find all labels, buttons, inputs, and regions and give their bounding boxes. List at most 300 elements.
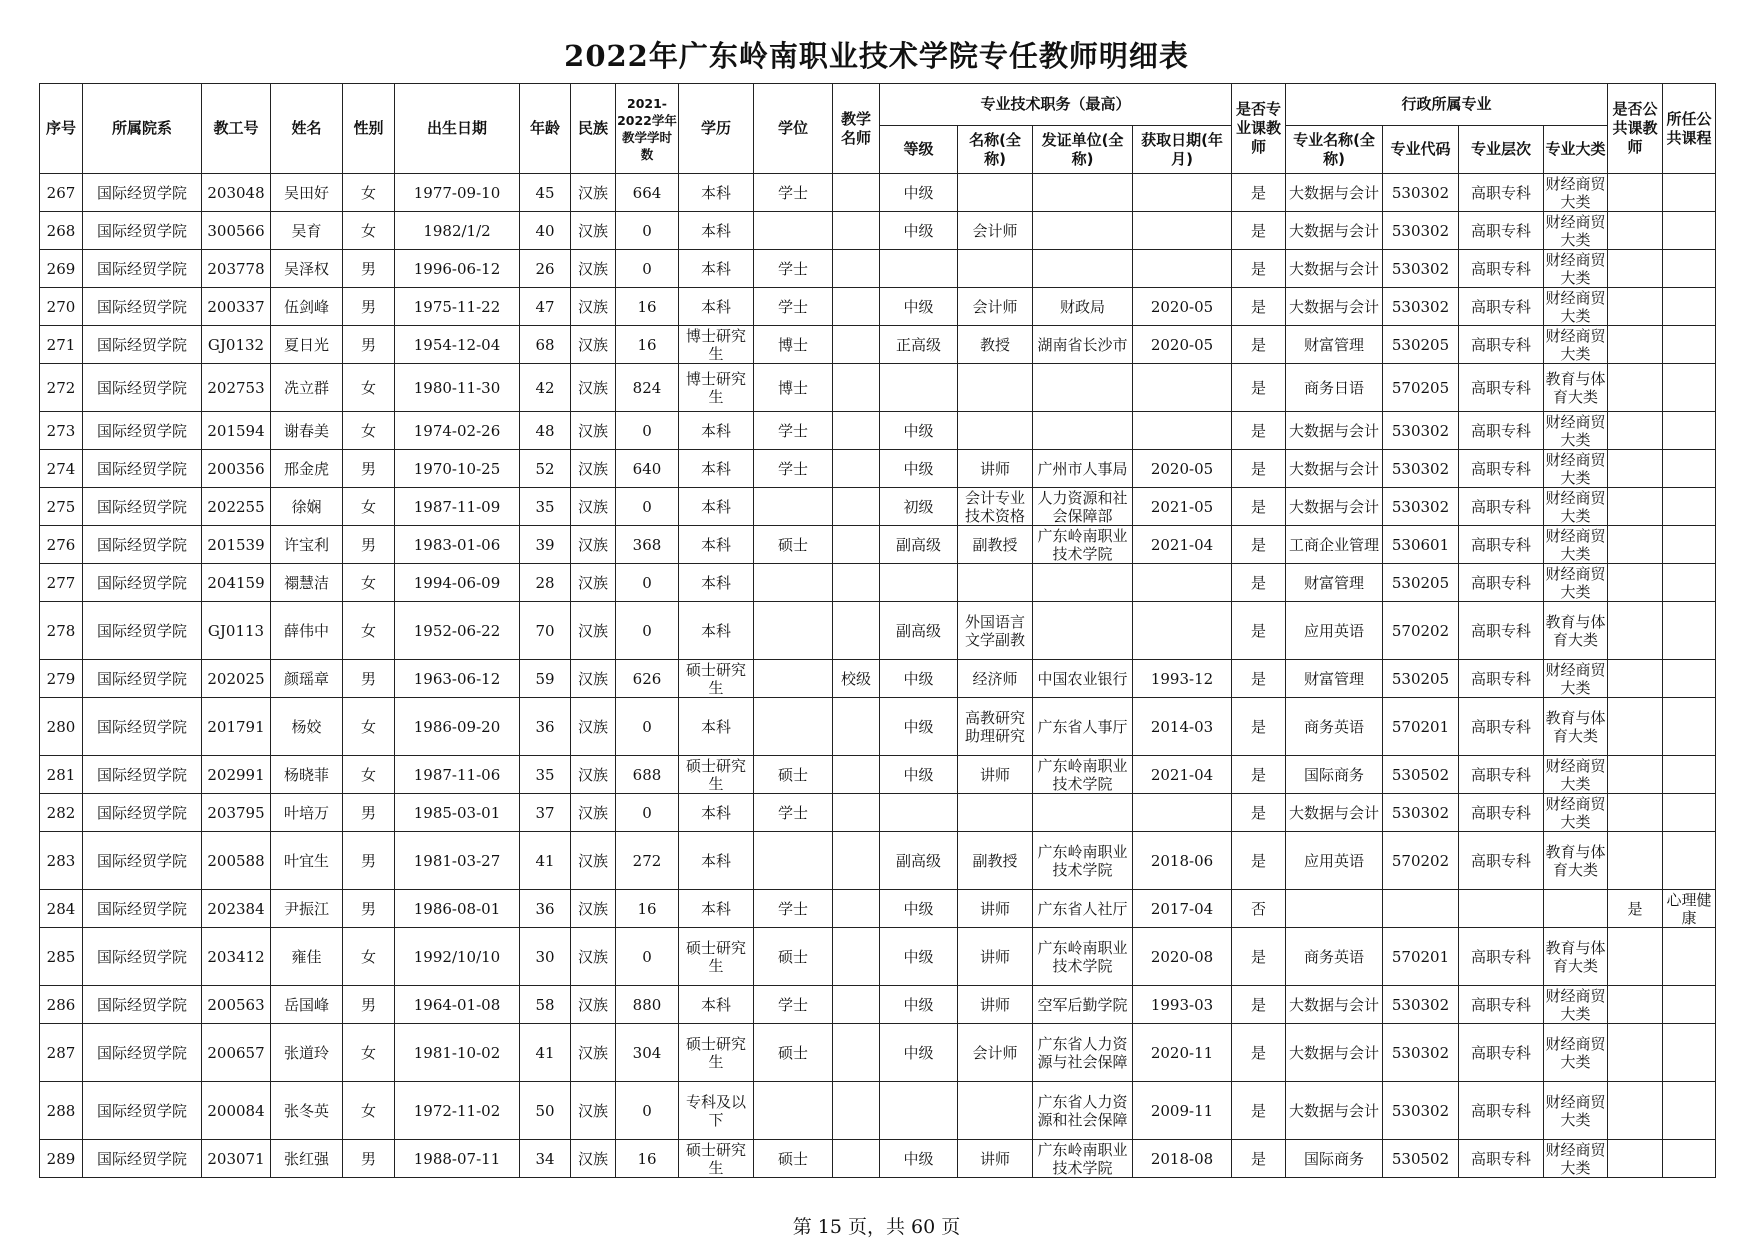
cell-obtained-date	[1133, 364, 1232, 412]
cell-famous	[833, 1140, 880, 1178]
cell-age: 26	[520, 250, 571, 288]
table-row	[40, 526, 1716, 564]
header-major-level: 专业层次	[1459, 126, 1544, 174]
cell-major-name: 大数据与会计	[1286, 450, 1383, 488]
cell-name: 颜瑶章	[271, 660, 343, 698]
cell-level	[880, 250, 958, 288]
cell-title-name	[958, 364, 1033, 412]
cell-major-level: 高职专科	[1459, 364, 1544, 412]
cell-name: 谢春美	[271, 412, 343, 450]
cell-ethnicity: 汉族	[571, 288, 616, 326]
cell-famous	[833, 1024, 880, 1082]
cell-staff-id: GJ0113	[202, 602, 271, 660]
cell-is-public	[1608, 288, 1663, 326]
cell-staff-id: 203048	[202, 174, 271, 212]
cell-issuer: 广东岭南职业技术学院	[1033, 928, 1133, 986]
cell-title-name	[958, 1082, 1033, 1140]
cell-famous	[833, 174, 880, 212]
cell-name: 夏日光	[271, 326, 343, 364]
cell-staff-id: 201594	[202, 412, 271, 450]
cell-obtained-date	[1133, 602, 1232, 660]
teacher-table	[39, 83, 1716, 1178]
cell-major-name: 大数据与会计	[1286, 412, 1383, 450]
cell-major-name: 大数据与会计	[1286, 794, 1383, 832]
cell-famous	[833, 250, 880, 288]
cell-seq: 279	[40, 660, 83, 698]
cell-staff-id: 200084	[202, 1082, 271, 1140]
cell-public-course	[1663, 174, 1716, 212]
cell-staff-id: 202753	[202, 364, 271, 412]
cell-name: 吴泽权	[271, 250, 343, 288]
cell-issuer: 广东省人社厅	[1033, 890, 1133, 928]
cell-age: 50	[520, 1082, 571, 1140]
cell-title-name: 会计师	[958, 212, 1033, 250]
cell-gender: 男	[343, 794, 395, 832]
cell-major-name: 大数据与会计	[1286, 986, 1383, 1024]
header-is-major-teacher: 是否专业课教师	[1232, 84, 1286, 174]
cell-education: 本科	[679, 832, 754, 890]
cell-gender: 男	[343, 890, 395, 928]
cell-famous	[833, 288, 880, 326]
cell-public-course	[1663, 288, 1716, 326]
cell-name: 叶培万	[271, 794, 343, 832]
cell-gender: 女	[343, 1024, 395, 1082]
cell-famous	[833, 450, 880, 488]
cell-ethnicity: 汉族	[571, 660, 616, 698]
cell-degree	[754, 1082, 833, 1140]
table-row	[40, 212, 1716, 250]
cell-education: 本科	[679, 412, 754, 450]
cell-major-code: 530502	[1383, 756, 1459, 794]
cell-major-class: 财经商贸大类	[1545, 450, 1606, 487]
cell-is-public	[1608, 928, 1663, 986]
cell-birth: 1980-11-30	[395, 364, 520, 412]
cell-seq: 284	[40, 890, 83, 928]
cell-seq: 285	[40, 928, 83, 986]
cell-public-course	[1663, 794, 1716, 832]
cell-title-name: 讲师	[958, 1140, 1033, 1178]
cell-dept: 国际经贸学院	[83, 326, 202, 364]
cell-famous	[833, 698, 880, 756]
cell-level: 中级	[880, 698, 958, 756]
cell-seq: 277	[40, 564, 83, 602]
cell-major-class: 财经商贸大类	[1545, 212, 1606, 249]
header-age: 年龄	[520, 84, 571, 174]
cell-major-class: 财经商贸大类	[1545, 794, 1606, 831]
cell-major-class: 教育与体育大类	[1544, 832, 1608, 890]
cell-major-level: 高职专科	[1459, 1140, 1544, 1178]
cell-major-class: 教育与体育大类	[1544, 602, 1608, 660]
table-row	[40, 1140, 1716, 1178]
cell-hours: 0	[616, 412, 679, 450]
cell-age: 41	[520, 1024, 571, 1082]
header-admin-major-group: 行政所属专业	[1286, 84, 1608, 126]
cell-ethnicity: 汉族	[571, 794, 616, 832]
cell-level: 中级	[880, 412, 958, 450]
header-major-name: 专业名称(全称)	[1286, 126, 1383, 174]
cell-is-public	[1608, 326, 1663, 364]
cell-education: 本科	[679, 174, 754, 212]
cell-hours: 880	[616, 986, 679, 1024]
table-row	[40, 794, 1716, 832]
cell-ethnicity: 汉族	[571, 364, 616, 412]
cell-hours: 0	[616, 928, 679, 986]
cell-major-class: 财经商贸大类	[1545, 412, 1606, 449]
cell-staff-id: 200657	[202, 1024, 271, 1082]
cell-level: 中级	[880, 928, 958, 986]
cell-famous	[833, 526, 880, 564]
cell-issuer	[1033, 212, 1133, 250]
cell-degree: 硕士	[754, 1140, 833, 1178]
cell-seq: 283	[40, 832, 83, 890]
cell-name: 杨姣	[271, 698, 343, 756]
cell-public-course	[1663, 602, 1716, 660]
cell-title-name: 外国语言文学副教	[958, 602, 1033, 660]
cell-title-name: 会计师	[958, 1024, 1033, 1082]
cell-name: 薛伟中	[271, 602, 343, 660]
cell-major-name: 商务日语	[1286, 364, 1383, 412]
header-issuer: 发证单位(全称)	[1033, 126, 1133, 174]
page-title: 2022年广东岭南职业技术学院专任教师明细表	[564, 39, 1189, 73]
cell-major-class: 财经商贸大类	[1545, 326, 1606, 363]
cell-birth: 1963-06-12	[395, 660, 520, 698]
cell-degree: 硕士	[754, 526, 833, 564]
cell-is-public	[1608, 832, 1663, 890]
cell-education: 本科	[679, 526, 754, 564]
cell-hours: 626	[616, 660, 679, 698]
table-row	[40, 660, 1716, 698]
table-row	[40, 488, 1716, 526]
cell-is-major: 是	[1232, 832, 1286, 890]
cell-birth: 1954-12-04	[395, 326, 520, 364]
cell-title-name: 副教授	[958, 832, 1033, 890]
cell-birth: 1994-06-09	[395, 564, 520, 602]
cell-issuer	[1033, 250, 1133, 288]
cell-major-class	[1544, 890, 1608, 928]
cell-issuer: 广东省人力资源与社会保障	[1033, 1024, 1133, 1082]
cell-gender: 女	[343, 212, 395, 250]
cell-obtained-date: 2021-04	[1133, 756, 1232, 794]
cell-major-name: 大数据与会计	[1286, 212, 1383, 250]
cell-birth: 1988-07-11	[395, 1140, 520, 1178]
cell-major-level: 高职专科	[1459, 174, 1544, 212]
cell-staff-id: 203412	[202, 928, 271, 986]
cell-staff-id: 203778	[202, 250, 271, 288]
cell-issuer	[1033, 364, 1133, 412]
cell-staff-id: 203795	[202, 794, 271, 832]
cell-famous	[833, 756, 880, 794]
cell-major-name: 大数据与会计	[1286, 1024, 1383, 1082]
cell-dept: 国际经贸学院	[83, 698, 202, 756]
cell-seq: 281	[40, 756, 83, 794]
page-footer: 第 15 页，共 60 页	[792, 1216, 961, 1238]
cell-seq: 282	[40, 794, 83, 832]
cell-age: 48	[520, 412, 571, 450]
cell-degree	[754, 832, 833, 890]
cell-is-public	[1608, 1082, 1663, 1140]
cell-degree: 硕士	[754, 928, 833, 986]
cell-seq: 286	[40, 986, 83, 1024]
cell-issuer	[1033, 602, 1133, 660]
cell-major-class: 财经商贸大类	[1545, 526, 1606, 563]
cell-is-public	[1608, 364, 1663, 412]
cell-age: 35	[520, 756, 571, 794]
cell-famous	[833, 364, 880, 412]
cell-is-major: 是	[1232, 212, 1286, 250]
cell-gender: 男	[343, 326, 395, 364]
cell-title-name	[958, 794, 1033, 832]
cell-level: 正高级	[880, 326, 958, 364]
cell-major-class: 财经商贸大类	[1545, 986, 1606, 1023]
cell-major-code: 530502	[1383, 1140, 1459, 1178]
header-birth: 出生日期	[395, 84, 520, 174]
cell-level: 中级	[880, 1140, 958, 1178]
cell-dept: 国际经贸学院	[83, 288, 202, 326]
cell-title-name: 会计师	[958, 288, 1033, 326]
cell-title-name: 讲师	[958, 928, 1033, 986]
cell-seq: 267	[40, 174, 83, 212]
table-row	[40, 756, 1716, 794]
cell-major-name: 大数据与会计	[1286, 288, 1383, 326]
cell-seq: 268	[40, 212, 83, 250]
cell-education: 本科	[679, 564, 754, 602]
cell-dept: 国际经贸学院	[83, 890, 202, 928]
cell-hours: 0	[616, 250, 679, 288]
cell-public-course: 心理健康	[1663, 890, 1716, 928]
cell-staff-id: GJ0132	[202, 326, 271, 364]
cell-major-name: 大数据与会计	[1286, 1082, 1383, 1140]
cell-public-course	[1663, 986, 1716, 1024]
cell-public-course	[1663, 412, 1716, 450]
cell-education: 本科	[679, 450, 754, 488]
cell-major-level: 高职专科	[1459, 326, 1544, 364]
cell-education: 本科	[679, 698, 754, 756]
cell-dept: 国际经贸学院	[83, 986, 202, 1024]
cell-issuer: 中国农业银行	[1033, 660, 1133, 698]
cell-obtained-date: 2017-04	[1133, 890, 1232, 928]
cell-hours: 664	[616, 174, 679, 212]
cell-name: 徐娴	[271, 488, 343, 526]
table-row	[40, 288, 1716, 326]
cell-obtained-date: 2020-05	[1133, 326, 1232, 364]
cell-obtained-date: 2020-05	[1133, 288, 1232, 326]
cell-level	[880, 364, 958, 412]
cell-obtained-date	[1133, 794, 1232, 832]
table-row	[40, 1082, 1716, 1140]
header-title-group: 专业技术职务（最高）	[880, 84, 1232, 126]
cell-gender: 女	[343, 698, 395, 756]
cell-major-code: 530302	[1383, 1082, 1459, 1140]
cell-major-class: 财经商贸大类	[1545, 756, 1606, 793]
cell-major-class: 财经商贸大类	[1545, 660, 1606, 697]
cell-dept: 国际经贸学院	[83, 526, 202, 564]
cell-obtained-date: 2014-03	[1133, 698, 1232, 756]
cell-age: 68	[520, 326, 571, 364]
cell-dept: 国际经贸学院	[83, 928, 202, 986]
cell-gender: 男	[343, 986, 395, 1024]
cell-staff-id: 300566	[202, 212, 271, 250]
cell-major-class: 财经商贸大类	[1545, 488, 1606, 525]
cell-name: 冼立群	[271, 364, 343, 412]
cell-major-class: 财经商贸大类	[1544, 1082, 1608, 1140]
cell-level: 中级	[880, 1024, 958, 1082]
table-row	[40, 890, 1716, 928]
cell-issuer	[1033, 794, 1133, 832]
cell-major-level: 高职专科	[1459, 832, 1544, 890]
cell-major-level: 高职专科	[1459, 526, 1544, 564]
cell-name: 吴育	[271, 212, 343, 250]
cell-obtained-date	[1133, 212, 1232, 250]
cell-major-name: 应用英语	[1286, 602, 1383, 660]
cell-major-name: 大数据与会计	[1286, 250, 1383, 288]
cell-gender: 女	[343, 488, 395, 526]
cell-education: 本科	[679, 602, 754, 660]
cell-major-code: 530205	[1383, 326, 1459, 364]
cell-ethnicity: 汉族	[571, 326, 616, 364]
table-row	[40, 986, 1716, 1024]
cell-is-public	[1608, 756, 1663, 794]
cell-dept: 国际经贸学院	[83, 564, 202, 602]
cell-is-major: 是	[1232, 364, 1286, 412]
cell-ethnicity: 汉族	[571, 564, 616, 602]
cell-ethnicity: 汉族	[571, 986, 616, 1024]
cell-public-course	[1663, 212, 1716, 250]
cell-degree: 硕士	[754, 756, 833, 794]
cell-gender: 女	[343, 564, 395, 602]
cell-age: 28	[520, 564, 571, 602]
cell-gender: 男	[343, 288, 395, 326]
cell-birth: 1983-01-06	[395, 526, 520, 564]
cell-seq: 270	[40, 288, 83, 326]
cell-name: 邢金虎	[271, 450, 343, 488]
cell-dept: 国际经贸学院	[83, 450, 202, 488]
cell-birth: 1986-08-01	[395, 890, 520, 928]
cell-degree: 学士	[754, 250, 833, 288]
header-gender: 性别	[343, 84, 395, 174]
cell-major-class: 财经商贸大类	[1545, 1140, 1606, 1177]
cell-obtained-date: 2018-06	[1133, 832, 1232, 890]
cell-hours: 0	[616, 212, 679, 250]
cell-seq: 275	[40, 488, 83, 526]
cell-public-course	[1663, 564, 1716, 602]
cell-issuer: 广东岭南职业技术学院	[1033, 1140, 1133, 1178]
cell-name: 张红强	[271, 1140, 343, 1178]
cell-major-code: 530205	[1383, 564, 1459, 602]
cell-hours: 272	[616, 832, 679, 890]
cell-major-code: 530601	[1383, 526, 1459, 564]
cell-level: 中级	[880, 890, 958, 928]
cell-hours: 688	[616, 756, 679, 794]
cell-major-name: 商务英语	[1286, 698, 1383, 756]
cell-public-course	[1663, 832, 1716, 890]
cell-is-major: 是	[1232, 412, 1286, 450]
cell-famous	[833, 412, 880, 450]
table-row	[40, 564, 1716, 602]
cell-major-code: 530205	[1383, 660, 1459, 698]
cell-age: 45	[520, 174, 571, 212]
cell-is-public	[1608, 250, 1663, 288]
cell-is-major: 是	[1232, 756, 1286, 794]
cell-education: 硕士研究生	[679, 1140, 754, 1178]
cell-degree: 学士	[754, 986, 833, 1024]
cell-seq: 273	[40, 412, 83, 450]
cell-major-code: 570201	[1383, 698, 1459, 756]
cell-level	[880, 1082, 958, 1140]
cell-degree	[754, 488, 833, 526]
cell-education: 本科	[679, 250, 754, 288]
cell-birth: 1987-11-09	[395, 488, 520, 526]
cell-birth: 1992/10/10	[395, 928, 520, 986]
table-body	[40, 174, 1716, 1178]
cell-major-code: 530302	[1383, 794, 1459, 832]
cell-hours: 16	[616, 326, 679, 364]
cell-education: 本科	[679, 794, 754, 832]
cell-major-class: 财经商贸大类	[1545, 250, 1606, 287]
cell-degree	[754, 660, 833, 698]
table-row	[40, 412, 1716, 450]
table-row	[40, 250, 1716, 288]
cell-gender: 男	[343, 526, 395, 564]
cell-age: 34	[520, 1140, 571, 1178]
cell-major-name: 国际商务	[1286, 1140, 1383, 1178]
cell-is-major: 是	[1232, 488, 1286, 526]
cell-gender: 女	[343, 1082, 395, 1140]
cell-public-course	[1663, 756, 1716, 794]
cell-major-level: 高职专科	[1459, 1082, 1544, 1140]
cell-birth: 1981-10-02	[395, 1024, 520, 1082]
cell-age: 52	[520, 450, 571, 488]
cell-major-level: 高职专科	[1459, 250, 1544, 288]
cell-level: 中级	[880, 174, 958, 212]
cell-birth: 1982/1/2	[395, 212, 520, 250]
cell-issuer: 湖南省长沙市	[1033, 326, 1133, 364]
cell-ethnicity: 汉族	[571, 412, 616, 450]
cell-major-level: 高职专科	[1459, 450, 1544, 488]
cell-title-name: 高教研究助理研究	[958, 698, 1033, 756]
cell-ethnicity: 汉族	[571, 756, 616, 794]
cell-major-class: 财经商贸大类	[1545, 564, 1606, 601]
cell-degree	[754, 212, 833, 250]
cell-major-level: 高职专科	[1459, 698, 1544, 756]
header-seq: 序号	[40, 84, 83, 174]
cell-birth: 1975-11-22	[395, 288, 520, 326]
cell-ethnicity: 汉族	[571, 890, 616, 928]
cell-staff-id: 204159	[202, 564, 271, 602]
cell-degree: 博士	[754, 326, 833, 364]
cell-obtained-date: 2020-11	[1133, 1024, 1232, 1082]
cell-issuer: 财政局	[1033, 288, 1133, 326]
cell-hours: 0	[616, 698, 679, 756]
cell-major-code	[1383, 890, 1459, 928]
cell-staff-id: 202025	[202, 660, 271, 698]
cell-major-name: 财富管理	[1286, 326, 1383, 364]
cell-age: 58	[520, 986, 571, 1024]
cell-is-major: 是	[1232, 326, 1286, 364]
cell-seq: 288	[40, 1082, 83, 1140]
header-hours: 2021-2022学年教学学时数	[616, 84, 679, 174]
cell-famous	[833, 890, 880, 928]
cell-ethnicity: 汉族	[571, 174, 616, 212]
cell-name: 雍佳	[271, 928, 343, 986]
cell-is-public	[1608, 1140, 1663, 1178]
cell-staff-id: 200337	[202, 288, 271, 326]
cell-hours: 640	[616, 450, 679, 488]
cell-is-public	[1608, 660, 1663, 698]
cell-birth: 1977-09-10	[395, 174, 520, 212]
cell-major-name	[1286, 890, 1383, 928]
cell-title-name	[958, 250, 1033, 288]
cell-degree: 硕士	[754, 1024, 833, 1082]
